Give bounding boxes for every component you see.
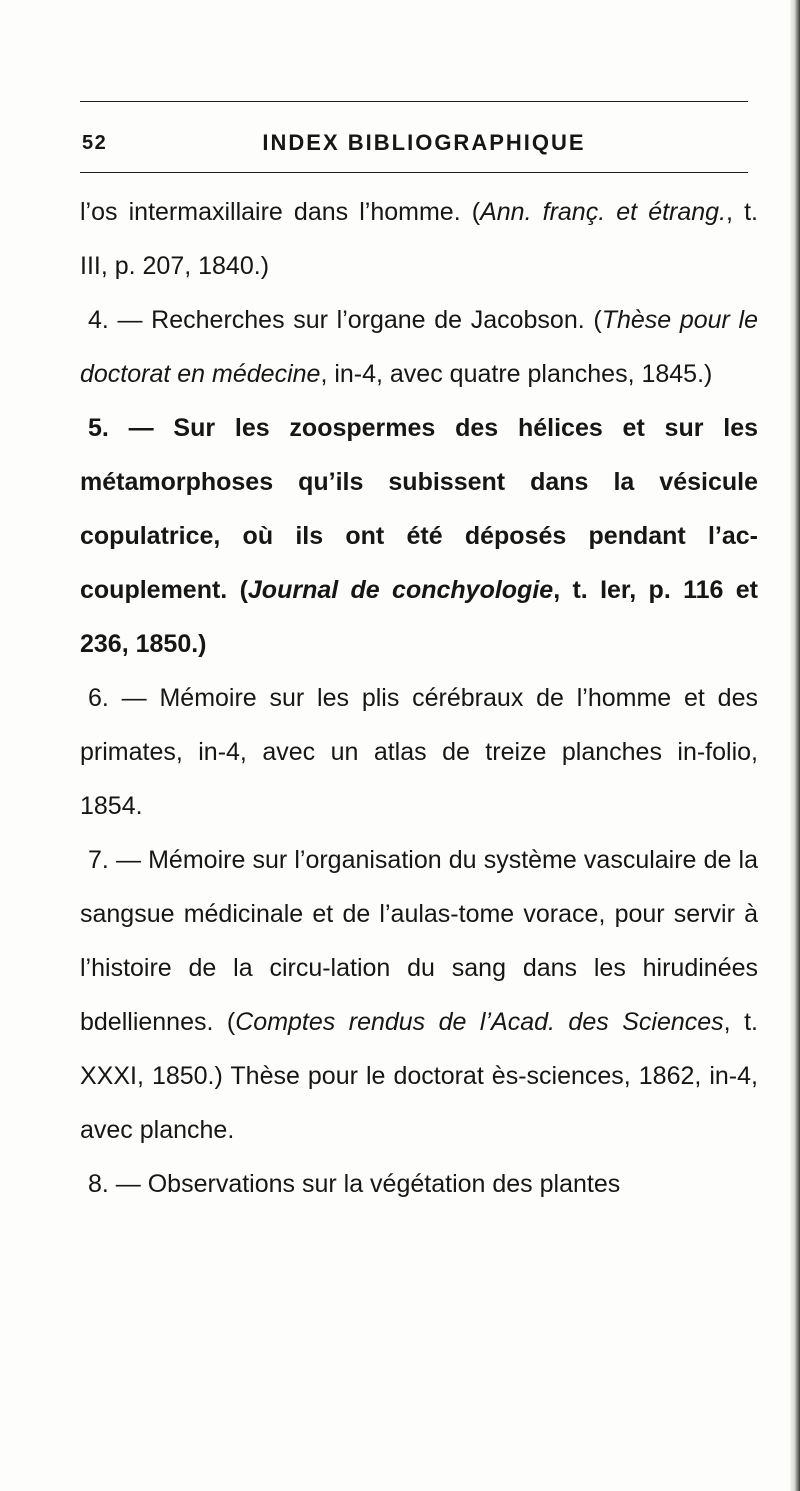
entry-citation: , t. XXXI, 1850.) Thèse pour le doctorat ès-sciences, 1862, in-4, avec planche.	[80, 1008, 758, 1144]
entry-text: 4. — Recherches sur l’organe de Jacobson. (	[88, 306, 602, 334]
bibliography-entry-continued	[80, 185, 758, 293]
bibliography-entry-5	[80, 401, 758, 671]
entry-text: 7. — Mémoire sur l’organisation du système vasculaire de la sangsue médicinale et de l’aulas-tome vorace, pour servir à l’histoire de la circu-lation du sang dans les hirudinées bdelliennes. (	[80, 846, 758, 1036]
entry-text: l’os intermaxillaire dans l’homme. (	[80, 198, 481, 226]
page-edge-shadow	[790, 0, 800, 1491]
entry-citation: , t. Ier, p. 116 et 236, 1850.)	[80, 576, 758, 658]
entry-citation: , in-4, avec quatre planches, 1845.)	[320, 360, 713, 388]
journal-title: Journal de conchyologie	[247, 576, 554, 604]
entry-text: 6. — Mémoire sur les plis cérébraux de l’homme et des primates, in-4, avec un atlas de treize planches in-folio, 1854.	[80, 684, 758, 820]
header-rule-top	[80, 101, 748, 102]
entry-citation: , t. III, p. 207, 1840.)	[80, 198, 758, 280]
page-header	[80, 130, 748, 160]
bibliography-text	[80, 185, 758, 1211]
bibliography-entry-8	[80, 1157, 758, 1211]
bibliography-entry-6	[80, 671, 758, 833]
journal-title: Ann. franç. et étrang.	[480, 198, 727, 226]
bibliography-entry-4	[80, 293, 758, 401]
journal-title: Comptes rendus de l’Acad. des Sciences	[235, 1008, 724, 1036]
entry-text: 5. — Sur les zoospermes des hélices et sur les métamorphoses qu’ils subissent dans la vésicule copulatrice, où ils ont été déposés pendant l’ac-couplement. (	[80, 414, 758, 604]
running-head: INDEX BIBLIOGRAPHIQUE	[262, 130, 586, 155]
entry-text: 8. — Observations sur la végétation des plantes	[88, 1170, 621, 1198]
thesis-title: Thèse pour le doctorat en médecine	[80, 306, 758, 388]
bibliography-entry-7	[80, 833, 758, 1157]
header-rule-bottom	[80, 172, 748, 173]
page-number: 52	[82, 132, 108, 154]
